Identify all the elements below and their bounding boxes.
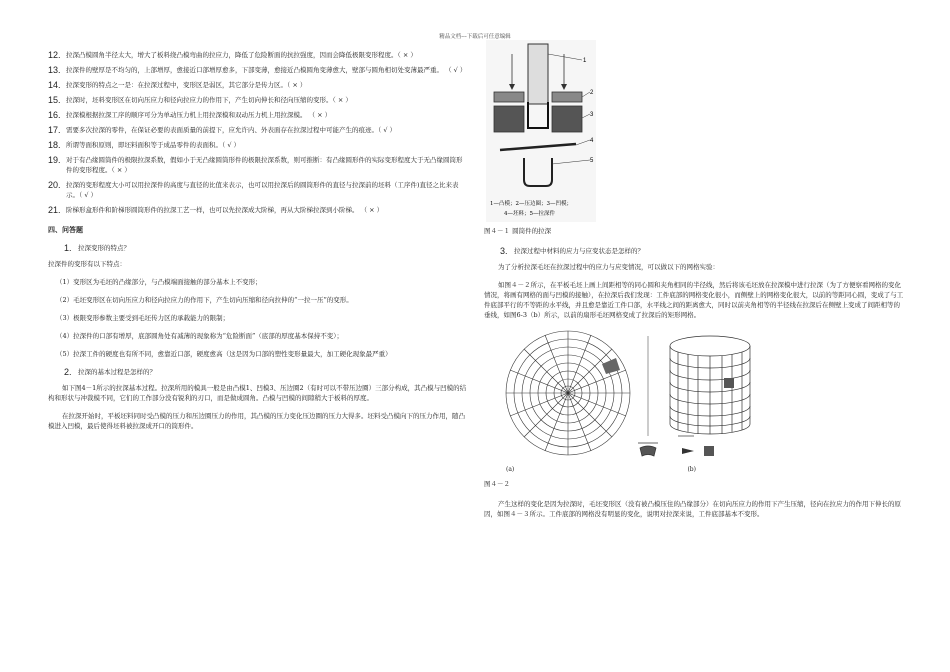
question-item (48, 50, 468, 60)
paragraph: 为了分析拉深毛坯在拉深过程中的应力与应变情况，可以做以下的网格实验： (498, 263, 719, 271)
question-text: 对于有凸缘圆筒件的极限拉深系数，假如小于无凸缘圆筒形件的极限拉深系数，则可推断：有凸缘圆形件的实际变形程度大于无凸缘圆筒形件的变形程度。（ × ） (66, 156, 463, 174)
question-number: 15. (48, 95, 61, 105)
list-item: （5）拉深工件的硬度也有所不同，愈靠近口部，硬度愈高（这是因为口部的塑性变形量最大，加工硬化现象最严重） (56, 350, 392, 358)
section-heading: 四、问答题 (48, 225, 83, 234)
question-text: 拉深时，坯料变形区在切向压应力和径向拉应力的作用下，产生切向伸长和径向压缩的变形。（ × ） (66, 96, 352, 104)
drawing-die-figure (486, 40, 596, 222)
part-label: 3 (590, 112, 594, 118)
question-item (48, 205, 468, 215)
question-text: 拉深的变形程度大小可以用拉深件的高度与直径的比值来表示，也可以用拉深后的圆筒形件的直径与拉深前的坯料（工序件)直径之比来表示。（ √ ） (66, 181, 459, 199)
question-number: 13. (48, 65, 61, 75)
list-item: （1）变形区为毛坯的凸缘部分，与凸模端面接触的部分基本上不变形； (56, 278, 262, 286)
grid-experiment-figure (498, 328, 788, 463)
question-list (48, 50, 468, 215)
list-item: （2）毛坯变形区在切向压应力和径向拉应力的作用下，产生切向压缩和径向拉伸的“一拉一压”的变形。 (56, 296, 353, 304)
figure-legend: 1—凸模；2—压边圈；3—凹模； (490, 201, 572, 207)
page-header: 精品文档---下载后可任意编辑 (439, 34, 511, 40)
figure-sublabels (506, 465, 696, 475)
list-item: （4）拉深件的口部有增厚，底部圆角处有减薄的现象称为“危险断面”（底部的厚度基本保持不变）； (56, 332, 344, 340)
subquestion-number: 2. (64, 367, 72, 377)
question-item (48, 140, 468, 150)
question-text: 拉深变形的特点之一是：在拉深过程中，变形区是弱区，其它部分是传力区。（ × ） (66, 81, 307, 89)
question-item (48, 125, 468, 135)
question-text: 所谓等面积原则，即坯料面积等于成品零件的表面积。（ √ ） (66, 141, 241, 149)
subquestion-title: 拉深变形的特点？ (78, 244, 130, 252)
left-column (48, 50, 468, 439)
question-text: 需要多次拉深的零件，在保证必要的表面质量的前提下，应允许内、外表面存在拉深过程中可能产生的痕迹。（ √ ） (66, 126, 397, 134)
part-label: 2 (590, 90, 594, 96)
question-item (48, 110, 468, 120)
drawing-die-diagram (486, 40, 596, 222)
question-text: 拉深凸模圆角半径太大，增大了板料绕凸模弯曲的拉应力，降低了危险断面的抗拉强度，因而会降低极限变形程度。（ × ） (66, 51, 417, 59)
subquestion-number: 3. (500, 246, 508, 256)
figure-caption: 图４－１ 圆筒件的拉深 (484, 227, 552, 235)
paragraph: 如图４－２所示，在平板毛坯上画上间距相等的同心圆和夹角相同的半径线，然后将该毛坯放在拉深模中进行拉深（为了方便察看网格的变化情况，将画有网格的面与凹模的接触），在拉深后我们发现：工件底部的网格变化很小，而侧壁上的网格变化很大，以前的等距同心圆，变成了与工件底部平行的不等距的水平线，并且愈是靠近工件口部，水平线之间的距离愈大，同时以前夹角相等的半径线在拉深后在侧壁上变成了间距相等的垂线，如图6-3（b）所示，以前的扇形毛坯网格变成了拉深后的矩形网格。 (484, 281, 904, 319)
question-number: 12. (48, 50, 61, 60)
question-item (48, 180, 468, 200)
question-number: 18. (48, 140, 61, 150)
question-item (48, 80, 468, 90)
question-item (48, 155, 468, 175)
paragraph: 在拉深开始时，平板坯料同时受凸模的压力和压边圈压力的作用，其凸模的压力变化压边圈的压力大得多。坯料受凸模向下的压力作用，随凸模进入凹模，最后使得坯料被拉深成开口的筒形件。 (48, 412, 465, 430)
subquestion-number: 1. (64, 243, 72, 253)
paragraph: 拉深件的变形有以下特点： (48, 260, 126, 268)
figure-sublabel-a: (a) (506, 466, 515, 473)
part-label: 5 (590, 158, 594, 164)
question-number: 21. (48, 205, 61, 215)
part-label: 4 (590, 138, 594, 144)
question-text: 阶梯形盒形件和阶梯形圆筒形件的拉深工艺一样，也可以先拉深成大阶梯，再从大阶梯拉深到小阶梯。 （ × ） (66, 206, 384, 214)
subquestion-heading (64, 367, 468, 377)
subquestion-heading (500, 246, 904, 256)
subquestion-heading (64, 243, 468, 253)
question-number: 14. (48, 80, 61, 90)
question-number: 17. (48, 125, 61, 135)
question-item (48, 65, 468, 75)
question-text: 拉深模根据拉深工序的顺序可分为单动压力机上用拉深模和双动压力机上用拉深模。 （ × ） (66, 111, 332, 119)
part-label: 1 (583, 58, 587, 64)
question-number: 20. (48, 180, 61, 190)
figure-caption: 图４－２ (484, 480, 510, 488)
figure-legend: 4—坯料；5—拉深件 (504, 211, 555, 217)
list-item: （3）极限变形参数主要受到毛坯传力区的承载能力的限制； (56, 314, 230, 322)
question-item (48, 95, 468, 105)
subquestion-title: 拉深的基本过程是怎样的？ (78, 368, 156, 376)
paragraph: 产生这样的变化是因为拉深时，毛坯变形区（没有被凸模压住的凸缘部分）在切向压应力的作用下产生压缩，径向在拉应力的作用下伸长的原因，如图４－３所示。工件底部的网格没有明显的变化，说明对拉深来说，工件底部基本不变形。 (484, 500, 901, 518)
question-number: 19. (48, 155, 61, 165)
right-column (484, 40, 904, 527)
question-number: 16. (48, 110, 61, 120)
question-text: 拉深件的壁厚是不均匀的，上部增厚，愈接近口部增厚愈多，下部变薄，愈接近凸模圆角变薄愈大，壁部与圆角相切处变薄最严重。 （ √ ） (66, 66, 467, 74)
subquestion-title: 拉深过程中材料的应力与应变状态是怎样的？ (514, 247, 644, 255)
figure-sublabel-b: (b) (687, 466, 696, 473)
grid-experiment-diagram (498, 328, 788, 463)
paragraph: 如下图4－1所示的拉深基本过程。拉深所用的模具一般是由凸模1、凹模3、压边圈2（有时可以不带压边圈）三部分构成，其凸模与凹模的结构和形状与冲裁模不同，它们的工作部分没有锐利的刃口，而是做成圆角。凸模与凹模的间隙稍大于板料的厚度。 (48, 384, 467, 402)
